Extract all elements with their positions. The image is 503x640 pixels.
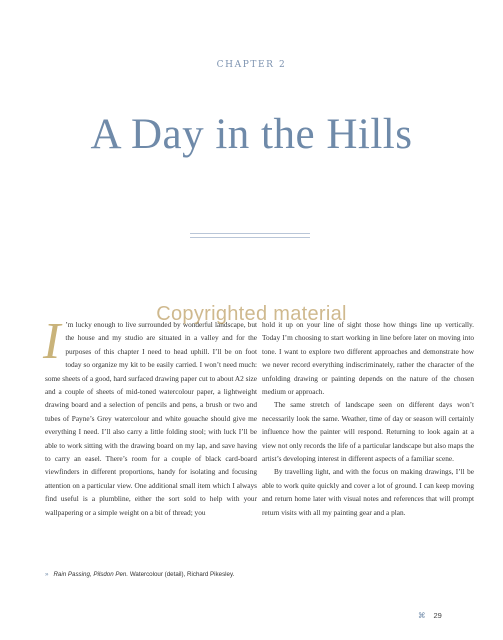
chapter-title: A Day in the Hills (90, 111, 413, 158)
paragraph-1-text: ’m lucky enough to live surrounded by wonderful landscape, but the house and my studio are situated in a valley and for the purposes of this chapter I need to head uphill. I’ll be on foot today so organize my kit to be easily carried. I won’t need much: some sheets of a good, hard surfaced drawing paper cut to about A2 size and a couple of sheets of mid-toned watercolour paper, a lightweight drawing board and a selection of pencils and pens, a brush or two and tubes of Payne’s Grey watercolour and white gouache should give me everything I need. I’ll also carry a little folding stool; with luck I’ll be able to work sitting with the drawing board on my lap, and save having to carry an easel. There’s room for a couple of black card-board viewfinders in different proportions, handy for isolating and focusing attention on a particular view. One additional small item which I always find useful is a plumbline, either the sort sold to help with your wallpapering or a simple weight on a bit of thread; you (45, 320, 257, 517)
paragraph-1 (43, 313, 257, 519)
ornament-icon: ⌘ (418, 611, 426, 620)
paragraph-2: The same stretch of landscape seen on different days won’t necessarily look the same. Weather, time of day or season will certainly influence how the painter will respond. Returning to look again at a view not only records the life of a particular landscape but also maps the artist’s developing interest in different aspects of a familiar scene. (262, 400, 474, 464)
caption-text: Watercolour (detail), Richard Pikesley. (128, 571, 235, 578)
image-caption (45, 570, 265, 580)
drop-cap: I (43, 313, 61, 370)
body-column-right (262, 318, 474, 519)
caption-title: Rain Passing, Pilsdon Pen. (53, 571, 129, 578)
title-rule-top (190, 233, 310, 234)
paragraph-3: By travelling light, and with the focus on making drawings, I’ll be able to work quite quickly and cover a lot of ground. I can keep moving and return home later with visual notes and references that will prompt return visits with all my painting gear and a plan. (262, 467, 474, 517)
chapter-label: CHAPTER 2 (216, 60, 287, 70)
body-column-left (43, 313, 257, 519)
paragraph-continued: hold it up on your line of sight those how things line up vertically. Today I’m choosing to start working in line before later on moving into tone. I want to explore two different approaches and demonstrate how we never record everything indiscriminately, rather the character of the unfolding drawing or painting depends on the nature of the chosen medium or approach. (262, 320, 474, 397)
caption-bullet-icon: » (45, 571, 49, 578)
page-folio (418, 611, 442, 620)
page-number: 29 (433, 611, 442, 620)
watermark: Copyrighted material (156, 303, 347, 325)
title-rule-bottom (190, 237, 310, 238)
